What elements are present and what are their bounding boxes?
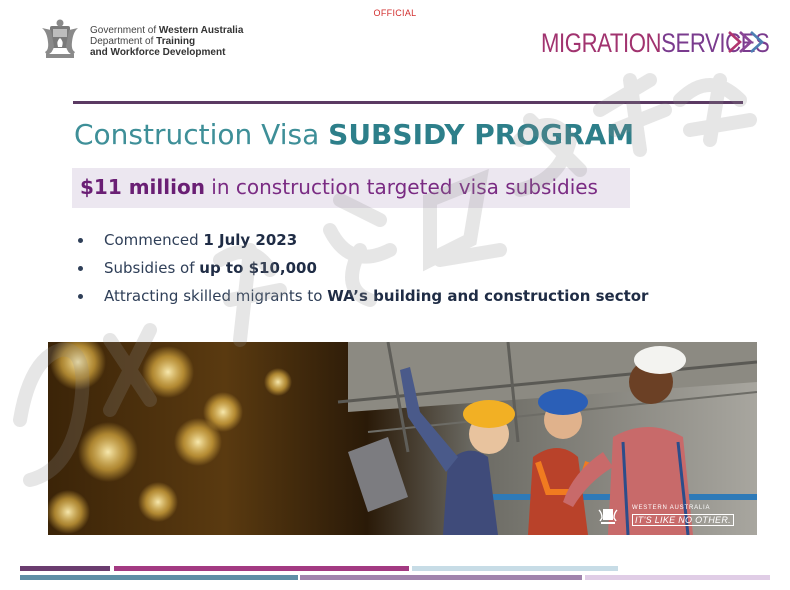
bullet-subsidy-amount: Subsidies of up to $10,000 [78,256,648,284]
wa-government-crest-icon [38,18,82,60]
bullet-dot [78,266,83,271]
wa-badge-tagline: IT'S LIKE NO OTHER. [632,514,734,526]
migration-services-logo: MIGRATIONSERVICES [541,26,731,60]
footer-bar [300,575,582,580]
wa-badge-line1: WESTERN AUSTRALIA [632,505,711,511]
footer-bar [20,566,110,571]
header-divider [73,101,743,104]
triple-chevron-right-icon [726,27,772,57]
footer-bar [114,566,409,571]
footer-bar [412,566,618,571]
key-points-list [78,228,648,312]
footer-bar [20,575,298,580]
footer-bar [585,575,770,580]
slide-subtitle: $11 million in construction targeted visa subsidies [80,175,598,199]
slide-title: Construction Visa SUBSIDY PROGRAM [74,118,635,151]
classification-label: OFFICIAL [373,8,417,18]
wa-crest-icon [598,505,618,525]
bullet-commenced: Commenced 1 July 2023 [78,228,648,256]
bullet-dot [78,238,83,243]
bullet-target-sector: Attracting skilled migrants to WA’s building and construction sector [78,284,648,312]
footer-color-bars [0,566,790,586]
wa-government-department-name: Government of Western Australia Department of Training and Workforce Development [90,25,244,58]
bullet-dot [78,294,83,299]
